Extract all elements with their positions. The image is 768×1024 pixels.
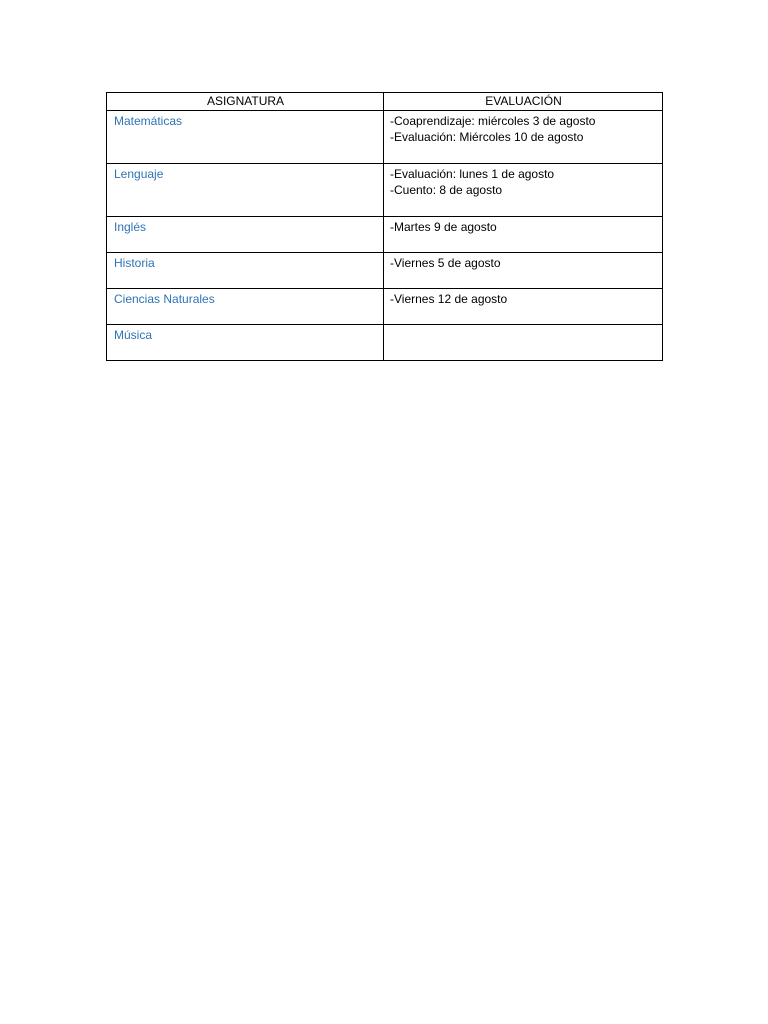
table-row — [107, 253, 663, 289]
table-row — [107, 164, 663, 217]
table-row — [107, 217, 663, 253]
subject-cell: Música — [107, 325, 384, 361]
table-row — [107, 325, 663, 361]
table-row — [107, 289, 663, 325]
evaluation-line: -Viernes 5 de agosto — [390, 256, 501, 270]
evaluation-line: -Cuento: 8 de agosto — [390, 183, 503, 197]
subject-cell: Inglés — [107, 217, 384, 253]
evaluation-cell — [384, 289, 663, 325]
evaluation-cell — [384, 217, 663, 253]
header-evaluation: EVALUACIÓN — [384, 93, 663, 111]
table-row — [107, 111, 663, 164]
evaluation-line: -Viernes 12 de agosto — [390, 292, 508, 306]
subject-cell: Ciencias Naturales — [107, 289, 384, 325]
evaluation-schedule-table — [106, 92, 663, 361]
subject-cell: Matemáticas — [107, 111, 384, 164]
evaluation-cell — [384, 325, 663, 361]
subject-cell: Historia — [107, 253, 384, 289]
evaluation-cell — [384, 164, 663, 217]
evaluation-line: -Martes 9 de agosto — [390, 220, 497, 234]
evaluation-line: -Evaluación: Miércoles 10 de agosto — [390, 130, 584, 144]
evaluation-line: -Coaprendizaje: miércoles 3 de agosto — [390, 114, 596, 128]
evaluation-line: -Evaluación: lunes 1 de agosto — [390, 167, 555, 181]
header-subject: ASIGNATURA — [107, 93, 384, 111]
evaluation-cell — [384, 111, 663, 164]
evaluation-cell — [384, 253, 663, 289]
subject-cell: Lenguaje — [107, 164, 384, 217]
table-header-row — [107, 93, 663, 111]
